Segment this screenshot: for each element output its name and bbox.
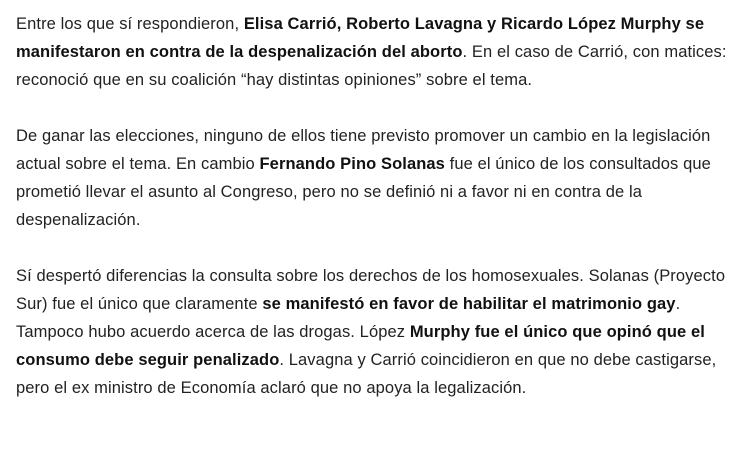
emphasized-text: se manifestó en favor de habilitar el matrimonio gay xyxy=(262,295,676,313)
paragraph-list xyxy=(16,10,727,402)
article-paragraph xyxy=(16,10,727,94)
body-text: fue el único de los consultados que prometió llevar el asunto al Congreso, pero no se definió ni a favor ni en contra de la despenalización. xyxy=(16,155,711,229)
body-text: Entre los que sí respondieron, xyxy=(16,15,244,33)
emphasized-text: Elisa Carrió, Roberto Lavagna y Ricardo López Murphy se manifestaron en contra de la despenalización del aborto xyxy=(16,15,705,61)
body-text: De ganar las elecciones, ninguno de ellos tiene previsto promover un cambio en la legislación actual sobre el tema. En cambio xyxy=(16,127,711,173)
article-paragraph xyxy=(16,122,727,234)
emphasized-text: Murphy fue el único que opinó que el consumo debe seguir penalizado xyxy=(16,323,705,369)
emphasized-text: Fernando Pino Solanas xyxy=(259,155,445,173)
body-text: . En el caso de Carrió, con matices: reconoció que en su coalición “hay distintas opiniones” sobre el tema. xyxy=(16,43,727,89)
body-text: . Lavagna y Carrió coincidieron en que no debe castigarse, pero el ex ministro de Economía aclaró que no apoya la legalización. xyxy=(16,351,717,397)
body-text: . Tampoco hubo acuerdo acerca de las drogas. López xyxy=(16,295,681,341)
article-paragraph xyxy=(16,262,727,402)
body-text: Sí despertó diferencias la consulta sobre los derechos de los homosexuales. Solanas (Proyecto Sur) fue el único que claramente xyxy=(16,267,726,313)
